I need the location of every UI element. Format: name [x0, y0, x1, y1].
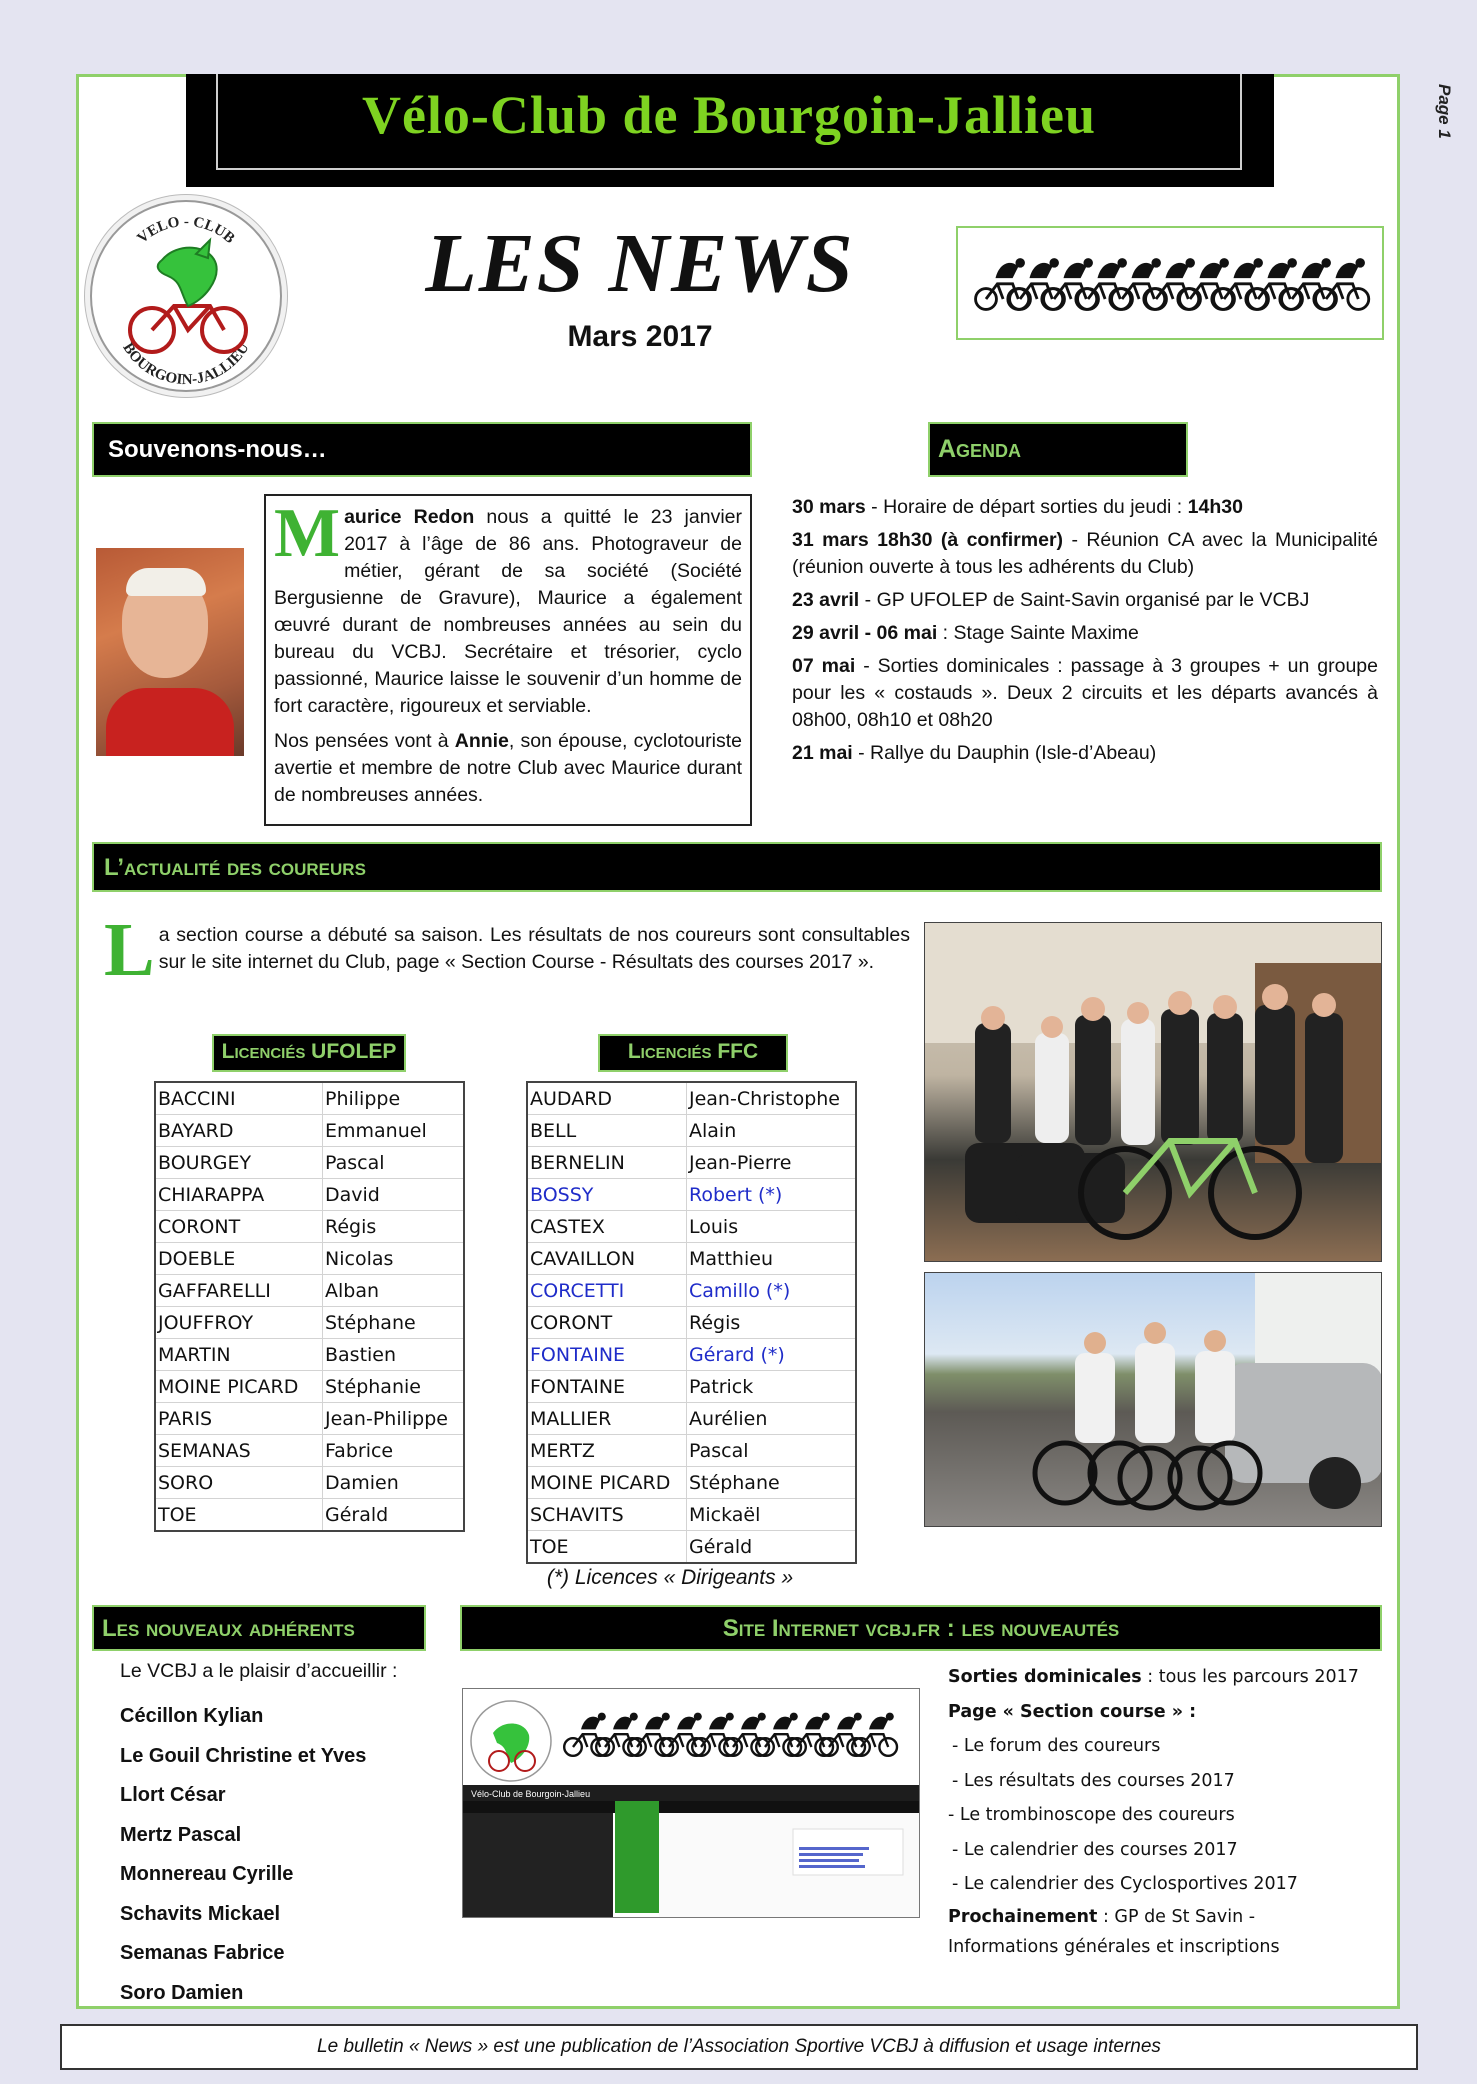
obituary-para2-a: Nos pensées vont à [274, 730, 455, 752]
surname-cell: CAVAILLON [527, 1243, 687, 1275]
surname-cell: CORONT [527, 1307, 687, 1339]
obituary-dropcap: M [274, 495, 341, 572]
firstname-cell: Jean-Philippe [323, 1403, 465, 1435]
table-row [155, 1243, 464, 1275]
new-members-list [120, 1697, 366, 2013]
firstname-cell: Philippe [323, 1082, 465, 1115]
firstname-cell: Stéphanie [323, 1371, 465, 1403]
obituary-para1: nous a quitté le 23 janvier 2017 à l’âge de 86 ans. Photograveur de métier, gérant de sa société (Société Bergusienne de Gravure), Maurice a également œuvré durant de nombreuses années au sein du bureau du VCBJ. Secrétaire et trésorier, cyclo passionné, Maurice laisse le souvenir d’un homme de fort caractère, rigoureux et serviable. [274, 506, 742, 717]
firstname-cell: Camillo (*) [687, 1275, 857, 1307]
agenda-heading: Agenda [928, 422, 1188, 477]
club-title: Vélo-Club de Bourgoin-Jallieu [361, 85, 1097, 145]
surname-cell: PARIS [155, 1403, 323, 1435]
firstname-cell: Régis [323, 1211, 465, 1243]
obituary-para2-name: Annie [454, 730, 509, 752]
table-row [527, 1179, 856, 1211]
peloton-silhouette-icon [958, 228, 1382, 338]
obituary-name: aurice Redon [344, 506, 475, 528]
surname-cell: DOEBLE [155, 1243, 323, 1275]
issue-date: Mars 2017 [567, 320, 713, 353]
page-number: Page 1 [1435, 84, 1454, 139]
firstname-cell: Fabrice [323, 1435, 465, 1467]
club-logo [90, 200, 282, 392]
firstname-cell: Emmanuel [323, 1115, 465, 1147]
agenda-item: 21 mai - Rallye du Dauphin (Isle-d’Abeau) [792, 742, 1157, 764]
table-row [155, 1435, 464, 1467]
website-screenshot-illustration [463, 1689, 919, 1917]
site-heading: Site Internet vcbj.fr : les nouveautés [460, 1605, 1382, 1651]
firstname-cell: Mickaël [687, 1499, 857, 1531]
surname-cell: MARTIN [155, 1339, 323, 1371]
firstname-cell: Damien [323, 1467, 465, 1499]
newsletter-title: LES NEWS [425, 217, 855, 310]
table-row [527, 1243, 856, 1275]
svg-text:VELO - CLUB: VELO - CLUB [134, 213, 238, 247]
surname-cell: CHIARAPPA [155, 1179, 323, 1211]
table-row [527, 1307, 856, 1339]
surname-cell: CORONT [155, 1211, 323, 1243]
surname-cell: GAFFARELLI [155, 1275, 323, 1307]
firstname-cell: Pascal [687, 1435, 857, 1467]
table-row [155, 1115, 464, 1147]
surname-cell: SCHAVITS [527, 1499, 687, 1531]
firstname-cell: Alban [323, 1275, 465, 1307]
team-group-photo-figures [925, 923, 1382, 1262]
portrait-shirt [106, 688, 234, 756]
list-item: Semanas Fabrice [120, 1942, 285, 1964]
firstname-cell: Matthieu [687, 1243, 857, 1275]
actualite-heading: L’actualité des coureurs [92, 842, 1382, 892]
table-row [155, 1371, 464, 1403]
site-news-list [948, 1660, 1368, 1962]
nouveaux-heading: Les nouveaux adhérents [92, 1605, 426, 1651]
agenda-item: 23 avril - GP UFOLEP de Saint-Savin organisé par le VCBJ [792, 589, 1310, 611]
firstname-cell: Gérard (*) [687, 1339, 857, 1371]
firstname-cell: Gérald [323, 1499, 465, 1532]
firstname-cell: Aurélien [687, 1403, 857, 1435]
table-row [527, 1339, 856, 1371]
firstname-cell: David [323, 1179, 465, 1211]
riders-outdoor-photo-figures [925, 1273, 1382, 1527]
list-item: Llort César [120, 1784, 226, 1806]
surname-cell: MOINE PICARD [155, 1371, 323, 1403]
firstname-cell: Patrick [687, 1371, 857, 1403]
surname-cell: BAYARD [155, 1115, 323, 1147]
list-item: Monnereau Cyrille [120, 1863, 294, 1885]
list-item: - Le trombinoscope des coureurs [948, 1805, 1235, 1825]
table-row [527, 1275, 856, 1307]
firstname-cell: Gérald [687, 1531, 857, 1564]
website-screenshot [462, 1688, 920, 1918]
table-row [155, 1211, 464, 1243]
surname-cell: TOE [527, 1531, 687, 1564]
list-item: Soro Damien [120, 1981, 244, 2004]
firstname-cell: Stéphane [687, 1467, 857, 1499]
svg-text:Vélo-Club de Bourgoin-Jallieu: Vélo-Club de Bourgoin-Jallieu [471, 1789, 591, 1799]
surname-cell: BOSSY [527, 1179, 687, 1211]
portrait-hair [126, 568, 206, 596]
firstname-cell: Nicolas [323, 1243, 465, 1275]
ufolep-table [154, 1081, 465, 1532]
site-news-item: Prochainement : GP de St Savin - Informations générales et inscriptions [948, 1906, 1280, 1957]
agenda-item: 30 mars - Horaire de départ sorties du jeudi : 14h30 [792, 496, 1243, 518]
agenda-list [792, 494, 1378, 773]
cyclist-silhouette-icon [976, 258, 1029, 309]
ffc-heading: Licenciés FFC [598, 1034, 788, 1072]
surname-cell: CASTEX [527, 1211, 687, 1243]
table-row [155, 1467, 464, 1499]
nouveaux-intro: Le VCBJ a le plaisir d’accueillir : [120, 1660, 398, 1682]
obituary-box [264, 494, 752, 826]
surname-cell: JOUFFROY [155, 1307, 323, 1339]
table-row [527, 1467, 856, 1499]
firstname-cell: Alain [687, 1115, 857, 1147]
surname-cell: MALLIER [527, 1403, 687, 1435]
table-row [155, 1307, 464, 1339]
list-item: - Les résultats des courses 2017 [952, 1770, 1235, 1791]
surname-cell: SORO [155, 1467, 323, 1499]
firstname-cell: Stéphane [323, 1307, 465, 1339]
agenda-item: 07 mai - Sorties dominicales : passage à 3 groupes + un groupe pour les « costauds ». Deux 2 circuits et les départs avancés à 08h00, 08h10 et 08h20 [792, 655, 1378, 731]
table-row [527, 1403, 856, 1435]
list-item: Le Gouil Christine et Yves [120, 1744, 367, 1767]
actualite-text [104, 908, 910, 992]
table-row [155, 1403, 464, 1435]
actualite-dropcap: L [104, 908, 155, 992]
firstname-cell: Jean-Christophe [687, 1082, 857, 1115]
ufolep-heading: Licenciés UFOLEP [212, 1034, 406, 1072]
firstname-cell: Louis [687, 1211, 857, 1243]
surname-cell: BACCINI [155, 1082, 323, 1115]
svg-text:BOURGOIN-JALLIEU: BOURGOIN-JALLIEU [119, 340, 253, 389]
obituary-para2-b: , son épouse, cyclotouriste avertie et membre de notre Club avec Maurice durant de nombreuses années. [274, 730, 742, 806]
dolphin-bicycle-logo-icon [92, 202, 280, 390]
surname-cell: TOE [155, 1499, 323, 1532]
surname-cell: CORCETTI [527, 1275, 687, 1307]
firstname-cell: Bastien [323, 1339, 465, 1371]
souvenons-heading: Souvenons-nous… [92, 422, 752, 477]
table-row [155, 1275, 464, 1307]
table-row [527, 1499, 856, 1531]
riders-outdoor-photo [924, 1272, 1382, 1527]
list-item: - Le calendrier des courses 2017 [952, 1839, 1238, 1860]
table-row [155, 1082, 464, 1115]
list-item: Mertz Pascal [120, 1823, 242, 1846]
list-item: - Le calendrier des Cyclosportives 2017 [952, 1874, 1298, 1894]
surname-cell: MOINE PICARD [527, 1467, 687, 1499]
site-news-item: Sorties dominicales : tous les parcours 2017 [948, 1667, 1359, 1687]
firstname-cell: Régis [687, 1307, 857, 1339]
list-item: - Le forum des coureurs [952, 1736, 1161, 1756]
table-row [527, 1147, 856, 1179]
actualite-paragraph: a section course a débuté sa saison. Les résultats de nos coureurs sont consultables sur le site internet du Club, page « Section Course - Résultats des courses 2017 ». [158, 924, 910, 973]
ffc-table [526, 1081, 857, 1564]
table-row [155, 1147, 464, 1179]
site-news-item: Page « Section course » : [948, 1701, 1197, 1722]
surname-cell: AUDARD [527, 1082, 687, 1115]
surname-cell: BOURGEY [155, 1147, 323, 1179]
agenda-item: 29 avril - 06 mai : Stage Sainte Maxime [792, 622, 1139, 644]
surname-cell: MERTZ [527, 1435, 687, 1467]
surname-cell: FONTAINE [527, 1371, 687, 1403]
surname-cell: SEMANAS [155, 1435, 323, 1467]
team-group-photo [924, 922, 1382, 1262]
table-row [527, 1371, 856, 1403]
table-row [527, 1211, 856, 1243]
table-row [155, 1499, 464, 1532]
table-row [527, 1115, 856, 1147]
surname-cell: BELL [527, 1115, 687, 1147]
licence-footnote: (*) Licences « Dirigeants » [546, 1566, 794, 1589]
list-item: Schavits Mickael [120, 1902, 281, 1925]
table-row [527, 1435, 856, 1467]
table-row [155, 1179, 464, 1211]
surname-cell: BERNELIN [527, 1147, 687, 1179]
list-item: Cécillon Kylian [120, 1705, 264, 1727]
agenda-item: 31 mars 18h30 (à confirmer) - Réunion CA avec la Municipalité (réunion ouverte à tous les adhérents du Club) [792, 529, 1378, 578]
firstname-cell: Pascal [323, 1147, 465, 1179]
firstname-cell: Robert (*) [687, 1179, 857, 1211]
table-row [527, 1082, 856, 1115]
table-row [155, 1339, 464, 1371]
surname-cell: FONTAINE [527, 1339, 687, 1371]
footer-note: Le bulletin « News » est une publication de l’Association Sportive VCBJ à diffusion et usage internes [60, 2024, 1418, 2070]
cyclists-banner [956, 226, 1384, 340]
firstname-cell: Jean-Pierre [687, 1147, 857, 1179]
table-row [527, 1531, 856, 1564]
